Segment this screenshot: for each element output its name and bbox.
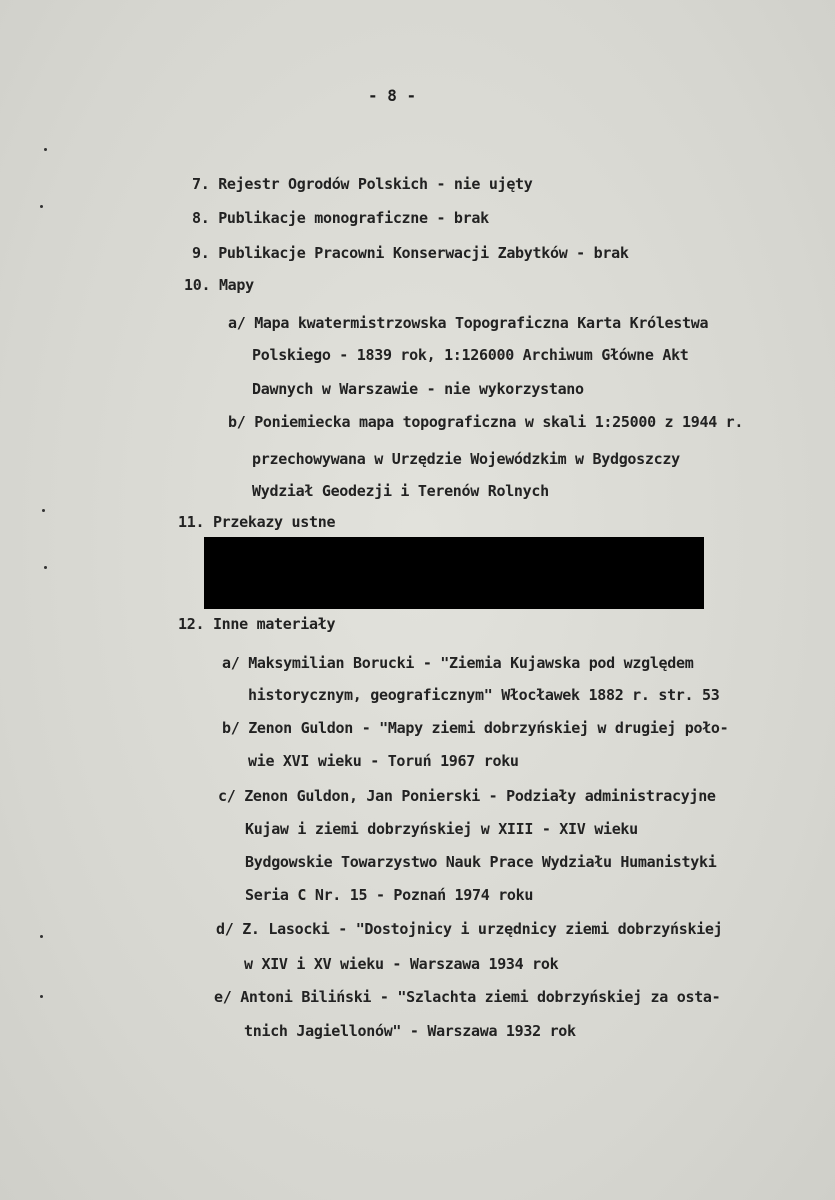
item-text: Z. Lasocki - "Dostojnicy i urzędnicy ziemi dobrzyńskiej [242, 920, 723, 938]
item-text: Maksymilian Borucki - "Ziemia Kujawska pod względem [248, 654, 694, 672]
sub-item-d [216, 920, 722, 938]
list-item-7 [192, 175, 533, 193]
item-text: Publikacje Pracowni Konserwacji Zabytków - brak [218, 244, 629, 262]
list-item-11 [178, 513, 335, 531]
page-number: - 8 - [368, 86, 417, 105]
item-text: Zenon Guldon - "Mapy ziemi dobrzyńskiej w drugiej poło- [248, 719, 729, 737]
item-text: Mapy [218, 276, 254, 294]
redaction-block [204, 537, 704, 609]
sub-item-a [222, 654, 693, 672]
item-number: 7. [192, 175, 210, 193]
continuation-line: Bydgowskie Towarzystwo Nauk Prace Wydziału Humanistyki [245, 853, 717, 871]
item-number: b/ [228, 413, 246, 431]
item-number: 8. [192, 209, 210, 227]
continuation-line: Dawnych w Warszawie - nie wykorzystano [252, 380, 584, 398]
item-text: Przekazy ustne [212, 513, 336, 531]
item-text: Rejestr Ogrodów Polskich - nie ujęty [218, 175, 533, 193]
continuation-line: wie XVI wieku - Toruń 1967 roku [248, 752, 519, 770]
item-number: 10. [184, 276, 211, 294]
sub-item-a [228, 314, 708, 332]
item-number: e/ [214, 988, 232, 1006]
sub-item-c [218, 787, 716, 805]
sub-item-b [228, 413, 743, 431]
continuation-line: historycznym, geograficznym" Włocławek 1882 r. str. 53 [248, 686, 720, 704]
speck [40, 935, 43, 938]
list-item-9 [192, 244, 629, 262]
speck [40, 995, 43, 998]
speck [40, 205, 43, 208]
continuation-line: przechowywana w Urzędzie Wojewódzkim w Bydgoszczy [252, 450, 680, 468]
continuation-line: Seria C Nr. 15 - Poznań 1974 roku [245, 886, 534, 904]
item-number: 9. [192, 244, 210, 262]
speck [44, 148, 47, 151]
item-text: Inne materiały [212, 615, 336, 633]
list-item-10 [184, 276, 254, 294]
continuation-line: Kujaw i ziemi dobrzyńskiej w XIII - XIV wieku [245, 820, 638, 838]
item-number: 11. [178, 513, 205, 531]
item-text: Zenon Guldon, Jan Ponierski - Podziały administracyjne [244, 787, 716, 805]
continuation-line: w XIV i XV wieku - Warszawa 1934 rok [244, 955, 559, 973]
item-number: b/ [222, 719, 240, 737]
sub-item-b [222, 719, 728, 737]
item-text: Publikacje monograficzne - brak [218, 209, 489, 227]
item-number: a/ [222, 654, 240, 672]
item-number: c/ [218, 787, 236, 805]
item-text: Antoni Biliński - "Szlachta ziemi dobrzyńskiej za osta- [240, 988, 721, 1006]
list-item-8 [192, 209, 489, 227]
item-text: Poniemiecka mapa topograficzna w skali 1:25000 z 1944 r. [254, 413, 744, 431]
continuation-line: Polskiego - 1839 rok, 1:126000 Archiwum Główne Akt [252, 346, 689, 364]
list-item-12 [178, 615, 335, 633]
speck [42, 509, 45, 512]
item-number: d/ [216, 920, 234, 938]
continuation-line: Wydział Geodezji i Terenów Rolnych [252, 482, 549, 500]
sub-item-e [214, 988, 720, 1006]
item-number: a/ [228, 314, 246, 332]
item-number: 12. [178, 615, 205, 633]
item-text: Mapa kwatermistrzowska Topograficzna Karta Królestwa [254, 314, 709, 332]
continuation-line: tnich Jagiellonów" - Warszawa 1932 rok [244, 1022, 576, 1040]
speck [44, 566, 47, 569]
